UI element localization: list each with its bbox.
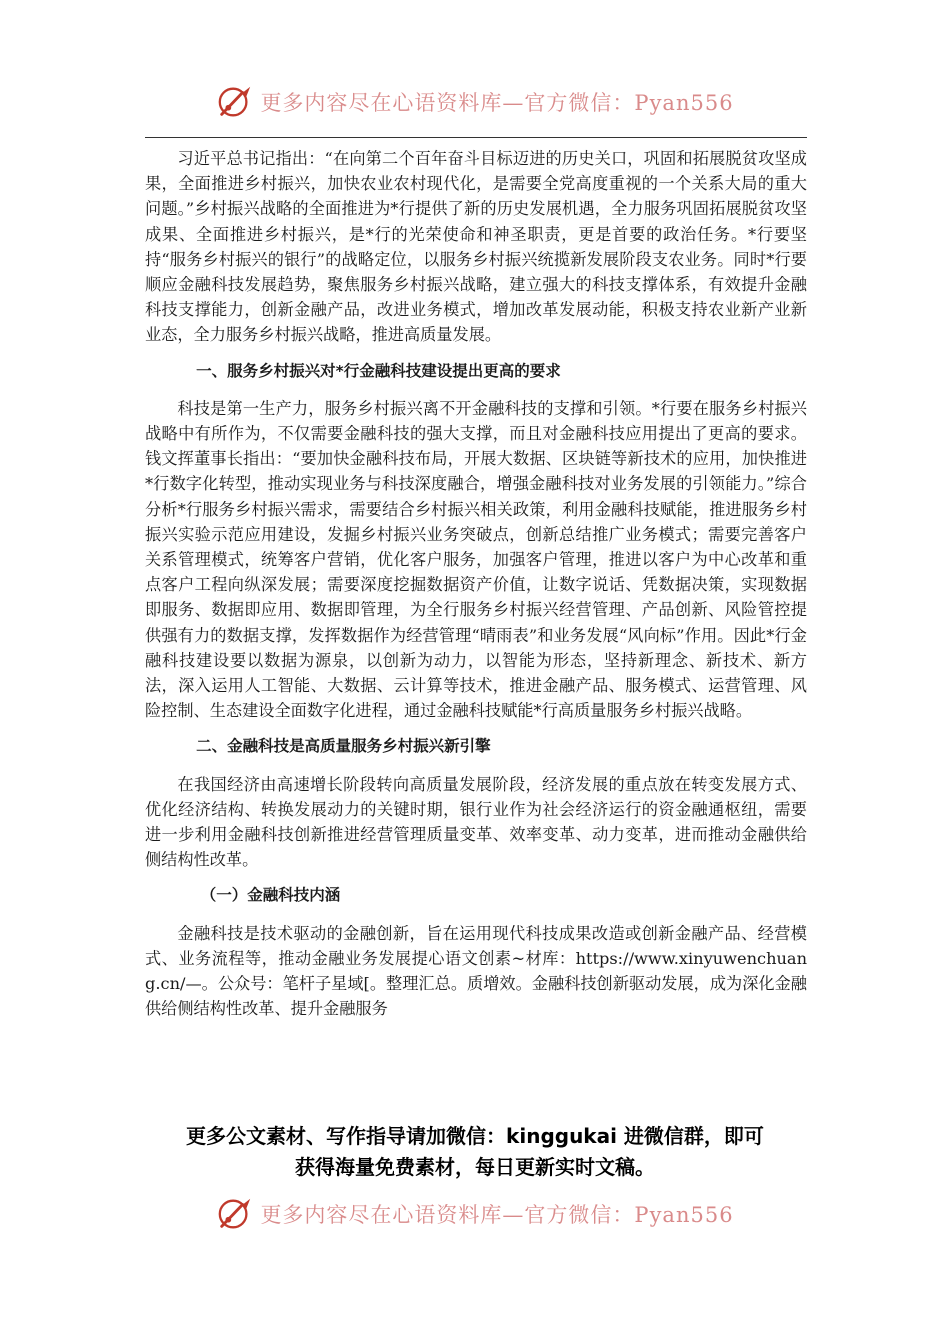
promo-notice	[120, 1121, 830, 1183]
section-2-paragraph: 在我国经济由高速增长阶段转向高质量发展阶段，经济发展的重点放在转变发展方式、优化经济结构、转换发展动力的关键时期，银行业作为社会经济运行的资金融通枢纽，需要进一步利用金融科技创新推进经营管理质量变革、效率变革、动力变革，进而推动金融供给侧结构性改革。	[145, 774, 807, 870]
promo-line-1: 更多公文素材、写作指导请加微信：kinggukai 进微信群，即可	[186, 1124, 764, 1148]
header-banner-text: 更多内容尽在心语资料库—官方微信：Pyan556	[260, 91, 734, 115]
header-divider	[145, 137, 807, 138]
section-1-paragraph: 科技是第一生产力，服务乡村振兴离不开金融科技的支撑和引领。*行要在服务乡村振兴战略中有所作为，不仅需要金融科技的强大支撑，而且对金融科技应用提出了更高的要求。钱文挥董事长指出：“要加快金融科技布局，开展大数据、区块链等新技术的应用，加快推进*行数字化转型，推动实现业务与科技深度融合，增强金融科技对业务发展的引领能力。”综合分析*行服务乡村振兴需求，需要结合乡村振兴相关政策，利用金融科技赋能，推进服务乡村振兴实验示范应用建设，发掘乡村振兴业务突破点，创新总结推广业务模式；需要完善客户关系管理模式，统筹客户营销，优化客户服务，加强客户管理，推进以客户为中心改革和重点客户工程向纵深发展；需要深度挖掘数据资产价值，让数字说话、凭数据决策，实现数据即服务、数据即应用、数据即管理，为全行服务乡村振兴经营管理、产品创新、风险管控提供强有力的数据支撑，发挥数据作为经营管理“晴雨表”和业务发展“风向标”作用。因此*行金融科技建设要以数据为源泉，以创新为动力，以智能为形态，坚持新理念、新技术、新方法，深入运用人工智能、大数据、云计算等技术，推进金融产品、服务模式、运营管理、风险控制、生态建设全面数字化进程，通过金融科技赋能*行高质量服务乡村振兴战略。	[145, 398, 807, 721]
footer-banner-text: 更多内容尽在心语资料库—官方微信：Pyan556	[260, 1203, 734, 1227]
section-3-paragraph: 金融科技是技术驱动的金融创新，旨在运用现代科技成果改造或创新金融产品、经营模式、业务流程等，推动金融业务发展提心语文创素~材库：https://www.xinyuwenchuang.cn/—。公众号：笔杆子星域[。整理汇总。质增效。金融科技创新驱动发展，成为深化金融供给侧结构性改革、提升金融服务	[145, 923, 807, 1019]
intro-paragraph: 习近平总书记指出：“在向第二个百年奋斗目标迈进的历史关口，巩固和拓展脱贫攻坚成果，全面推进乡村振兴，加快农业农村现代化，是需要全党高度重视的一个关系大局的重大问题。”乡村振兴战略的全面推进为*行提供了新的历史发展机遇，全力服务巩固拓展脱贫攻坚成果、全面推进乡村振兴，是*行的光荣使命和神圣职责，更是首要的政治任务。*行要坚持“服务乡村振兴的银行”的战略定位，以服务乡村振兴统揽新发展阶段支农业务。同时*行要顺应金融科技发展趋势，聚焦服务乡村振兴战略，建立强大的科技支撑体系，有效提升金融科技支撑能力，创新金融产品，改进业务模式，增加改革发展动能，积极支持农业新产业新业态，全力服务乡村振兴战略，推进高质量发展。	[145, 149, 807, 345]
section-heading-1: 一、服务乡村振兴对*行金融科技建设提出更高的要求	[196, 361, 561, 380]
footer-banner	[0, 1192, 950, 1236]
document-body	[145, 146, 807, 1022]
brush-logo-icon	[216, 1195, 254, 1233]
header-banner	[0, 80, 950, 124]
sub-heading-1: （一）金融科技内涵	[200, 886, 341, 905]
promo-line-2: 获得海量免费素材，每日更新实时文稿。	[295, 1155, 655, 1179]
brush-logo-icon	[216, 83, 254, 121]
section-heading-2: 二、金融科技是高质量服务乡村振兴新引擎	[196, 737, 491, 756]
